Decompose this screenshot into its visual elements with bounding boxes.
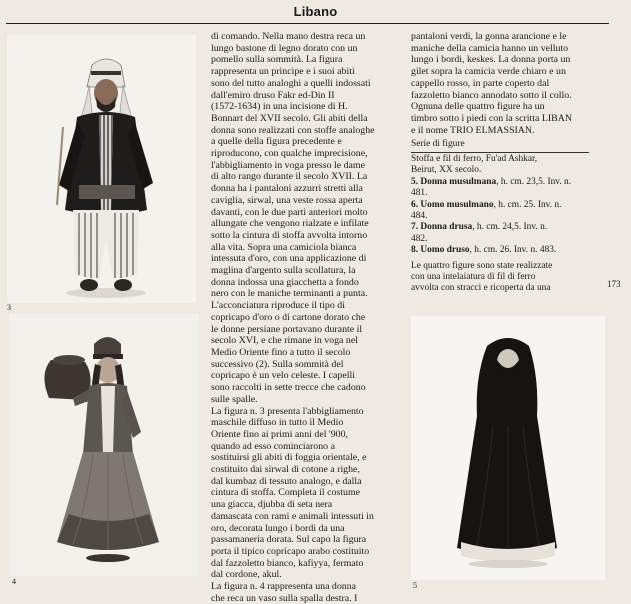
series-note-line: avvolta con stracci e ricoperta da una bbox=[411, 283, 551, 294]
column-2-line: Ognuna delle quattro figure ha un bbox=[411, 101, 545, 113]
column-1-line: La figura n. 3 presenta l'abbigliamento bbox=[211, 405, 364, 417]
series-item-cont: 484. bbox=[411, 211, 428, 222]
column-1-line: alla vita. Sopra una camiciola bianca bbox=[211, 241, 357, 253]
figure-4-number: 4 bbox=[12, 577, 16, 586]
column-2-line: timbro sotto i piedi con la scritta LIBAN bbox=[411, 112, 572, 124]
column-1-line: una giacca, djubba di seta nera bbox=[211, 499, 333, 511]
column-1-line: Medio Oriente fino a tutto il secolo bbox=[211, 346, 351, 358]
body-text-column-1 bbox=[211, 31, 375, 604]
body-text-column-2 bbox=[411, 31, 572, 136]
series-material-line: Beirut, XX secolo. bbox=[411, 165, 482, 176]
column-1-line: lungo bastone di legno dorato con un bbox=[211, 42, 358, 54]
page-number: 173 bbox=[607, 279, 621, 289]
series-item-cont: 482. bbox=[411, 233, 428, 244]
column-1-line: quando ad esso cominciarono a bbox=[211, 440, 335, 452]
series-item bbox=[411, 177, 571, 188]
column-1-line: donna sono realizzati con stoffe analoghe bbox=[211, 124, 375, 136]
series-title: Serie di figure bbox=[411, 139, 465, 149]
series-note-line: Le quattro figure sono state realizzate bbox=[411, 260, 553, 271]
figure-5-photo bbox=[411, 316, 605, 580]
figure-4-photo bbox=[9, 314, 199, 576]
column-1-line: passamaneria dorata. Sul capo la figura bbox=[211, 534, 367, 546]
series-item bbox=[411, 200, 571, 211]
column-1-line: oro, decorata lungo i bordi da una bbox=[211, 522, 345, 534]
column-1-line: damascata con rami e animali intessuti in bbox=[211, 510, 374, 522]
column-2-line: lungo i bordi, keskes. La donna porta un bbox=[411, 54, 571, 66]
column-2-line: fazzoletto bianco annodato sotto il collo. bbox=[411, 89, 572, 101]
column-1-line: dal fazzoletto bianco, kafiyya, fermato bbox=[211, 557, 364, 569]
column-1-line: sono del tutto analoghi a quelli indossati bbox=[211, 77, 371, 89]
column-1-line: di alto rango durante il secolo XVII. La bbox=[211, 171, 368, 183]
series-item-dims: , h. cm. 26. Inv. n. 483. bbox=[469, 245, 557, 256]
column-1-line: sono raccolti in sette trecce che cadono bbox=[211, 382, 366, 394]
series-item-title: 6. Uomo musulmano bbox=[411, 199, 494, 210]
series-item-dims: , h. cm. 24,5. Inv. n. bbox=[472, 222, 548, 233]
series-item-title: 8. Uomo druso bbox=[411, 245, 470, 256]
column-1-line: pomello sulla sommità. La figura bbox=[211, 54, 343, 66]
column-1-line: cintura di stoffa. Completa il costume bbox=[211, 487, 361, 499]
column-1-line: allungate che vengono rialzate e infilate bbox=[211, 218, 369, 230]
column-1-line: (1572-1634) in una incisione di H. bbox=[211, 101, 348, 113]
series-item bbox=[411, 222, 571, 233]
column-1-line: a quelle della figura precedente e bbox=[211, 136, 342, 148]
column-1-line: costituito dai sirwal di cotone a righe, bbox=[211, 464, 360, 476]
column-1-line: riproducono, con qualche imprecisione, bbox=[211, 148, 368, 160]
figure-5-number: 5 bbox=[413, 581, 417, 590]
column-1-line: che reca un vaso sulla spalla destra. I bbox=[211, 592, 358, 604]
column-1-line: copricapo è un velo celeste. I capelli bbox=[211, 370, 355, 382]
column-1-line: donna indossa una giacchetta a fondo bbox=[211, 276, 359, 288]
column-1-line: sotto la cintura di stoffa avvolta intorno bbox=[211, 229, 368, 241]
column-2-line: maniche della camicia hanno un velluto bbox=[411, 42, 569, 54]
column-1-line: dal cordone, akul. bbox=[211, 569, 282, 581]
column-1-line: caviglia, sirwal, una veste rossa aperta bbox=[211, 194, 363, 206]
column-1-line: maschile diffuso in tutto il Medio bbox=[211, 417, 344, 429]
column-1-line: La figura n. 4 rappresenta una donna bbox=[211, 581, 357, 593]
header-rule bbox=[6, 23, 609, 24]
series-item bbox=[411, 245, 571, 256]
column-1-line: maglina d'argento sulla scollatura, la bbox=[211, 265, 356, 277]
column-1-line: davanti, con le due parti anteriori molto bbox=[211, 206, 368, 218]
column-1-line: secolo XVI, e che rimane in voga nel bbox=[211, 335, 358, 347]
column-2-line: pantaloni verdi, la gonna arancione e le bbox=[411, 31, 567, 42]
series-item-cont: 481. bbox=[411, 188, 428, 199]
column-1-line: L'acconciatura riproduce il tipo di bbox=[211, 300, 345, 312]
series-rule bbox=[411, 152, 589, 153]
column-2-line: cappello rosso, in parte coperto dal bbox=[411, 77, 550, 89]
column-1-line: nero con le maniche terminanti a punta. bbox=[211, 288, 368, 300]
column-2-line: gilet sopra la camicia verde chiaro e un bbox=[411, 66, 566, 78]
column-1-line: l'abbigliamento in voga presso le dame bbox=[211, 159, 365, 171]
series-item-title: 5. Donna musulmana bbox=[411, 176, 497, 187]
column-1-line: rappresenta un principe e i suoi abiti bbox=[211, 66, 355, 78]
column-1-line: dall'emiro druso Fakr ed-Din II bbox=[211, 89, 335, 101]
column-1-line: le donne persiane portavano durante il bbox=[211, 323, 363, 335]
series-note-line: con una intelaiatura di fil di ferro bbox=[411, 272, 536, 283]
column-1-line: Oriente fino ai primi anni del '900, bbox=[211, 428, 348, 440]
series-details bbox=[411, 154, 571, 295]
column-1-line: sulle spalle. bbox=[211, 393, 258, 405]
series-material-line: Stoffa e fil di ferro, Fu'ad Ashkar, bbox=[411, 154, 538, 164]
column-2-line: e il nome TRIO ELMASSIAN. bbox=[411, 124, 535, 136]
column-1-line: sostituirsi gli abiti di foggia orientale, e bbox=[211, 452, 367, 464]
column-1-line: copricapo d'oro o di cartone dorato che bbox=[211, 311, 366, 323]
column-1-line: donna ha i pantaloni azzurri stretti alla bbox=[211, 183, 363, 195]
column-1-line: intessuta d'oro, con una applicazione di bbox=[211, 253, 367, 265]
column-1-line: successivo (2). Sulla sommità del bbox=[211, 358, 344, 370]
column-1-line: dal kumbaz di tessuto analogo, e dalla bbox=[211, 475, 362, 487]
series-item-dims: , h. cm. 25. Inv. n. bbox=[493, 199, 562, 210]
series-item-title: 7. Donna drusa bbox=[411, 222, 473, 233]
column-1-line: porta il tipico copricapo arabo costituito bbox=[211, 545, 370, 557]
series-item-dims: , h. cm. 23,5. Inv. n. bbox=[496, 176, 572, 187]
column-1-line: di comando. Nella mano destra reca un bbox=[211, 31, 366, 42]
figure-3-number: 3 bbox=[7, 303, 11, 312]
column-1-line: Bonnart del XVII secolo. Gli abiti della bbox=[211, 112, 368, 124]
figure-3-photo bbox=[7, 35, 196, 303]
page-title: Libano bbox=[293, 4, 338, 19]
